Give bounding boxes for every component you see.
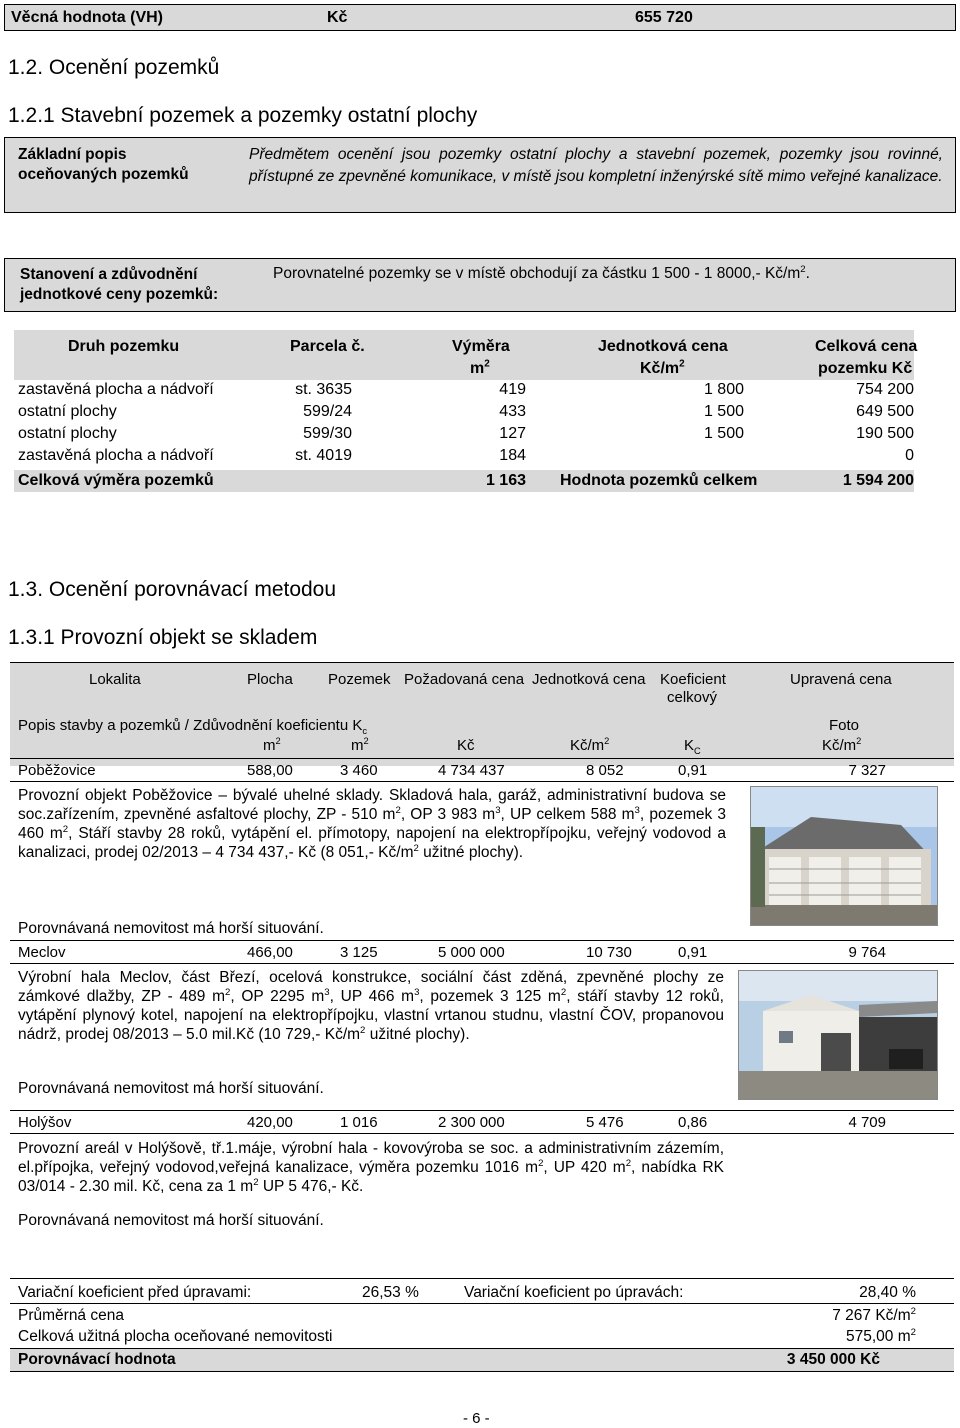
hdr-unit-price: Jednotková cena	[532, 671, 646, 688]
comparable-2-unit-price: 10 730	[586, 944, 632, 961]
hall-photo-icon	[739, 971, 937, 1099]
comparable-1-coef: 0,91	[678, 762, 708, 779]
basic-description-label-line1: Základní popis	[18, 146, 127, 163]
land-row-2-parcel: 599/24	[303, 403, 352, 420]
unit-price-box	[4, 258, 956, 312]
unit-price-sup: 2	[800, 263, 806, 275]
usable-area-value	[770, 1328, 916, 1346]
col-header-unit-price: Jednotková cena	[598, 338, 728, 355]
hdr-locality: Lokalita	[89, 671, 141, 688]
hdr-unit-unit-price-sup: 2	[604, 736, 610, 746]
average-price-sup: 2	[910, 1305, 916, 1317]
col-header-type: Druh pozemku	[68, 338, 180, 355]
comparable-2-asked: 5 000 000	[438, 944, 505, 961]
col-header-area-unit	[470, 360, 490, 378]
comparable-2-adjusted: 9 764	[848, 944, 886, 961]
summary-average-row	[10, 1303, 954, 1326]
comparable-1-adjusted: 7 327	[848, 762, 886, 779]
comparable-3-note: Porovnávaná nemovitost má horší situování.	[18, 1212, 324, 1229]
hdr-description-text: Popis stavby a pozemků / Zdůvodnění koeficientu K	[18, 717, 363, 734]
land-row-3-unit-price: 1 500	[703, 425, 744, 442]
col-header-total-unit: pozemku Kč	[818, 360, 913, 377]
area-unit-text: m	[470, 360, 485, 377]
average-price-label: Průměrná cena	[18, 1307, 124, 1324]
variation-before-label: Variační koeficient před úpravami:	[18, 1284, 252, 1301]
comparable-3-coef: 0,86	[678, 1114, 708, 1131]
comparable-1-unit-price: 8 052	[586, 762, 624, 779]
hdr-unit-unit-price	[570, 737, 609, 754]
comparative-value-label: Porovnávací hodnota	[18, 1351, 176, 1368]
comparable-3-unit-price: 5 476	[586, 1114, 624, 1131]
variation-after-label: Variační koeficient po úpravách:	[464, 1284, 684, 1301]
comparable-1-locality: Poběžovice	[18, 762, 96, 779]
hdr-area: Plocha	[247, 671, 293, 688]
hdr-coef-1: Koeficient	[660, 671, 726, 688]
land-row-2-total: 649 500	[856, 403, 914, 420]
hdr-unit-land-sup: 2	[363, 736, 369, 746]
hdr-unit-adjusted	[822, 737, 861, 754]
summary-block	[10, 1278, 954, 1373]
basic-description-label	[18, 145, 238, 185]
comparable-1-photo	[750, 786, 938, 926]
basic-description-text: Předmětem ocenění jsou pozemky ostatní plochy a stavební pozemek, pozemky jsou rovinné, přístupné ze zpevněné komunikace, v místě jsou kompletní inženýrské sítě mimo veřejné kanalizace.	[249, 146, 943, 185]
variation-after-value: 28,40 %	[859, 1284, 916, 1301]
comparable-1-description: Provozní objekt Poběžovice – bývalé uhelné sklady. Skladová hala, garáž, administrativní budova se soc.zařízením, zpevněné asfaltové plochy, ZP - 510 $m^2$, OP 3 983 $m^3$, UP celkem 588 $m^3$, pozemek 3 460 $m^2$, Stáří stavby 28 roků, vytápění el. přímotopy, napojení na elektropřípojku, veřejný vodovod a kanalizaci, prodej 02/2013 – 4 734 437,- Kč (8 051,- $Kč/m^2$ užitné plochy).	[18, 787, 726, 861]
unit-price-text-main: Porovnatelné pozemky se v místě obchodují za částku 1 500 - 1 8000,- Kč/m	[273, 265, 801, 282]
variation-before-value: 26,53 %	[362, 1284, 419, 1301]
hdr-land: Pozemek	[328, 671, 391, 688]
unit-price-label	[20, 265, 270, 305]
land-row-1-area: 419	[499, 381, 526, 398]
col-header-area: Výměra	[452, 338, 510, 355]
comparable-2-row	[10, 940, 954, 964]
col-header-parcel: Parcela č.	[290, 338, 365, 355]
comparable-3-row	[10, 1110, 954, 1134]
land-row-2-area: 433	[499, 403, 526, 420]
usable-area-text: 575,00 m	[846, 1328, 911, 1345]
section-heading-1-2: 1.2. Ocenění pozemků	[8, 56, 220, 79]
hdr-unit-adjusted-sup: 2	[856, 736, 862, 746]
comparison-table-header	[10, 662, 954, 766]
comparable-3-locality: Holýšov	[18, 1114, 72, 1131]
unit-price-unit-sup: 2	[679, 358, 685, 370]
land-row-3-type: ostatní plochy	[18, 425, 117, 442]
comparable-2-land: 3 125	[340, 944, 378, 961]
page-number: - 6 -	[463, 1410, 490, 1427]
summary-variation-row	[10, 1282, 954, 1304]
col-header-unit-price-unit	[640, 360, 685, 378]
land-row-3-parcel: 599/30	[303, 425, 352, 442]
comparable-2-description: Výrobní hala Meclov, část Březí, ocelová konstrukce, sociální část zděná, zpevněné plochy ze zámkové dlažby, ZP - 489 $m^2$, OP 2295 $m^3$, UP 466 $m^3$, pozemek 3 125 $m^2$, stáří stavby 12 roků, vytápění plynový kotel, napojení na elektropřípojku, vlastní vrtanou studnu, vlastní ČOV, propanovou nádrž, prodej 08/2013 – 5.0 mil.Kč (10 729,- $Kč/m^2$ užitné plochy).	[18, 969, 724, 1043]
unit-price-label-line2: jednotkové ceny pozemků:	[20, 286, 219, 303]
value-amount: 655 720	[635, 9, 693, 26]
comparable-1-asked: 4 734 437	[438, 762, 505, 779]
hdr-asked-price: Požadovaná cena	[404, 671, 525, 688]
land-row-3-area: 127	[499, 425, 526, 442]
comparable-2-coef: 0,91	[678, 944, 708, 961]
comparable-2-area: 466,00	[247, 944, 293, 961]
section-heading-1-2-1: 1.2.1 Stavební pozemek a pozemky ostatní plochy	[8, 104, 478, 127]
comparable-1-area: 588,00	[247, 762, 293, 779]
hdr-adjusted-price: Upravená cena	[790, 671, 892, 688]
value-summary-row	[4, 4, 956, 31]
land-total-area-label: Celková výměra pozemků	[18, 472, 214, 489]
land-row-1-total: 754 200	[856, 381, 914, 398]
hdr-photo: Foto	[829, 717, 860, 734]
unit-price-text	[273, 265, 810, 283]
section-heading-1-3-1: 1.3.1 Provozní objekt se skladem	[8, 626, 318, 649]
hdr-description	[18, 717, 367, 734]
unit-price-label-line1: Stanovení a zdůvodnění	[20, 266, 198, 283]
hdr-coef-2: celkový	[667, 689, 718, 706]
section-heading-1-3: 1.3. Ocenění porovnávací metodou	[8, 578, 337, 601]
comparable-3-land: 1 016	[340, 1114, 378, 1131]
summary-area-row	[10, 1325, 954, 1347]
land-row-1-unit-price: 1 800	[703, 381, 744, 398]
hdr-unit-asked: Kč	[457, 737, 475, 754]
hdr-unit-unit-price-text: Kč/m	[570, 737, 605, 754]
land-row-4-area: 184	[499, 447, 526, 464]
basic-description-label-line2: oceňovaných pozemků	[18, 166, 189, 183]
land-total-spacer	[220, 491, 222, 493]
hdr-unit-coef-text: K	[684, 737, 695, 754]
unit-price-text-end: .	[805, 265, 810, 282]
hdr-description-sub: c	[362, 726, 368, 736]
hdr-unit-area-text: m	[263, 737, 276, 754]
land-total-value: 1 594 200	[842, 472, 914, 489]
comparable-1-land: 3 460	[340, 762, 378, 779]
hdr-unit-land-text: m	[351, 737, 364, 754]
comparable-1-row	[10, 758, 954, 782]
unit-price-unit-text: Kč/m	[640, 360, 680, 377]
average-price-value	[770, 1307, 916, 1325]
comparative-value: 3 450 000 Kč	[786, 1351, 880, 1368]
comparable-2-photo	[738, 970, 938, 1100]
usable-area-sup: 2	[910, 1326, 916, 1338]
basic-description-box	[4, 137, 956, 213]
land-total-area: 1 163	[485, 472, 526, 489]
hdr-unit-area	[263, 737, 281, 754]
warehouse-photo-icon	[751, 787, 937, 925]
hdr-unit-adjusted-text: Kč/m	[822, 737, 857, 754]
land-row-1-parcel: st. 3635	[295, 381, 352, 398]
hdr-unit-coef	[684, 737, 701, 754]
hdr-unit-area-sup: 2	[275, 736, 281, 746]
hdr-unit-land	[351, 737, 369, 754]
land-row-2-unit-price: 1 500	[703, 403, 744, 420]
comparable-3-asked: 2 300 000	[438, 1114, 505, 1131]
land-row-4-parcel: st. 4019	[295, 447, 352, 464]
comparable-2-note: Porovnávaná nemovitost má horší situování.	[18, 1080, 324, 1097]
land-row-3-total: 190 500	[856, 425, 914, 442]
land-total-value-label: Hodnota pozemků celkem	[560, 472, 758, 489]
col-header-total: Celková cena	[815, 338, 918, 355]
comparable-3-adjusted: 4 709	[848, 1114, 886, 1131]
land-row-2-type: ostatní plochy	[18, 403, 117, 420]
land-row-4-total: 0	[905, 447, 914, 464]
land-row-4-type: zastavěná plocha a nádvoří	[18, 447, 214, 464]
area-unit-sup: 2	[484, 358, 490, 370]
comparable-2-locality: Meclov	[18, 944, 66, 961]
value-label: Věcná hodnota (VH)	[11, 9, 164, 26]
comparable-3-description: Provozní areál v Holýšově, tř.1.máje, výrobní hala - kovovýroba se soc. a administrativním zázemím, el.přípojka, veřejný vodovod,veřejná kanalizace, výměra pozemku 1016 $m^2$, UP 420 $m^2$, nabídka RK 03/014 - 2.30 mil. Kč, cena za 1 $m^2$ UP 5 476,- Kč.	[18, 1140, 724, 1195]
hdr-unit-coef-sub: C	[694, 746, 701, 756]
average-price-text: 7 267 Kč/m	[832, 1307, 911, 1324]
summary-comparative-row	[10, 1348, 954, 1372]
land-row-1-type: zastavěná plocha a nádvoří	[18, 381, 214, 398]
comparable-3-area: 420,00	[247, 1114, 293, 1131]
usable-area-label: Celková užitná plocha oceňované nemovitosti	[18, 1328, 333, 1345]
value-unit: Kč	[327, 9, 348, 26]
comparable-1-note: Porovnávaná nemovitost má horší situování.	[18, 920, 324, 937]
